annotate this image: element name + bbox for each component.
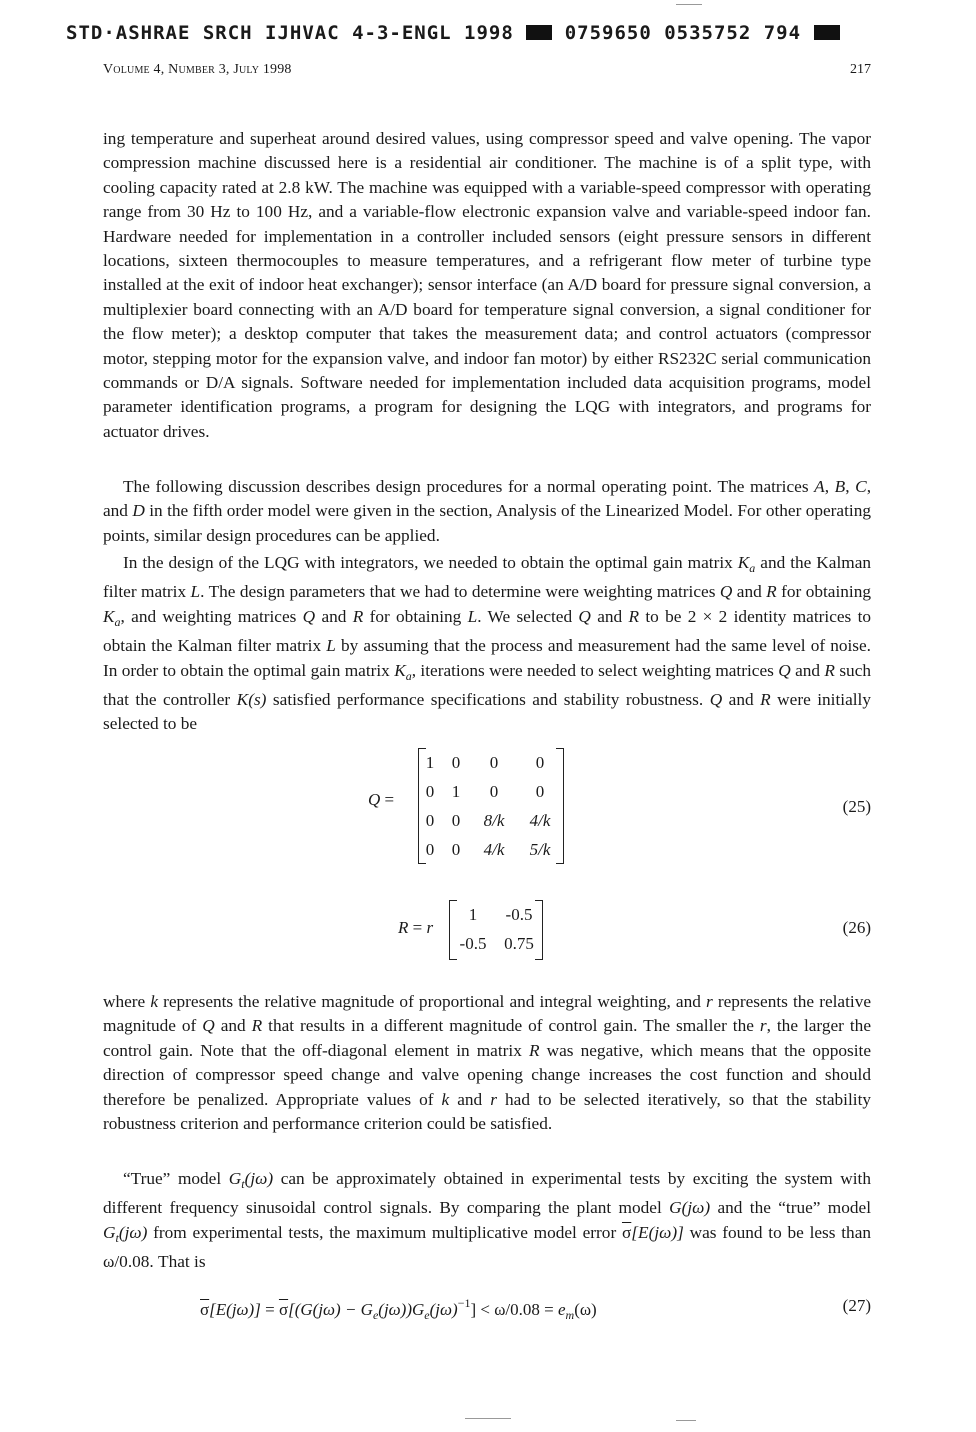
q-cell: 0	[489, 752, 499, 772]
r-cell: 0.75	[504, 933, 534, 953]
stamp-block-1	[526, 25, 552, 40]
scan-mark	[465, 1418, 511, 1419]
eq25-matrix	[418, 748, 564, 864]
stamp-block-2	[814, 25, 840, 40]
r-cell: -0.5	[505, 904, 533, 924]
paragraph-3-text: In the design of the LQG with integrators, we needed to obtain the optimal gain matrix $K_a$ and the Kalman filter matrix L. The design parameters that we had to determine were weighting matrices Q and R for obtaining $K_a$, and weighting matrices Q and R for obtaining L. We selected Q and R to be 2 × 2 identity matrices to obtain the Kalman filter matrix L by assuming that the process and measurement had the same level of noise. In order to obtain the optimal gain matrix $K_a$, iterations were needed to select weighting matrices Q and R such that the controller K(s) satisfied performance specifications and stability robustness. Q and R were initially selected to be	[103, 553, 872, 734]
eq26-matrix	[449, 900, 543, 960]
q-cell: 0	[535, 752, 545, 772]
q-cell: 0	[489, 781, 499, 801]
paragraph-4	[103, 990, 871, 1136]
q-cell: 8/k	[483, 810, 505, 830]
paragraph-1	[103, 127, 871, 444]
q-cell: 0	[451, 839, 461, 859]
q-cell: 0	[425, 839, 435, 859]
scan-mark	[676, 1420, 696, 1421]
q-cell: 1	[451, 781, 461, 801]
q-cell: 4/k	[529, 810, 551, 830]
eq27-number: (27)	[842, 1296, 871, 1315]
paragraph-4-text: where k represents the relative magnitude of proportional and integral weighting, and r represents the relative magnitude of Q and R that results in a different magnitude of control gain. The smaller the r, the larger the control gain. Note that the off-diagonal element in matrix R was negative, which means that the opposite direction of compressor speed change and valve opening change increases the cost function and should therefore be penalized. Appropriate values of k and r had to be selected iteratively, so that the stability robustness criterion and performance criterion could be satisfied.	[103, 992, 872, 1134]
header-stamp	[66, 22, 962, 44]
paragraph-2-text: The following discussion describes design procedures for a normal operating point. The matrices A, B, C, and D in the fifth order model were given in the section, Analysis of the Linearized Model. For other operating points, similar design procedures can be applied.	[103, 477, 872, 545]
running-head	[103, 62, 871, 78]
journal-volume: Volume 4, Number 3, July 1998	[103, 62, 292, 77]
eq27: $\overline{\sigma}[E(j\omega)] = \overline{\sigma}[(G(j\omega) - G_e(j\omega))G_e(j\omega)^{-1}] < \omega/0.08 = e_m(\omega)$	[200, 1296, 597, 1322]
q-cell: 0	[425, 781, 435, 801]
paragraph-2	[103, 471, 871, 548]
q-cell: 5/k	[529, 839, 551, 859]
eq26-number: (26)	[842, 918, 871, 937]
q-cell: 1	[425, 752, 435, 772]
page-number: 217	[850, 62, 871, 77]
r-cell: 1	[468, 904, 478, 924]
q-cell: 0	[451, 810, 461, 830]
paragraph-5-text: “True” model $G_t(j\omega)$ can be approximately obtained in experimental tests by exciting the system with different frequency sinusoidal control signals. By comparing the plant model G(jω) and the “true” model $G_t(j\omega)$ from experimental tests, the maximum multiplicative model error $\overline{\sigma}[E(j\omega)]$ was found to be less than ω/0.08. That is	[103, 1169, 872, 1272]
q-cell: 4/k	[483, 839, 505, 859]
q-cell: 0	[535, 781, 545, 801]
stamp-barcode: 0759650 0535752 794	[564, 22, 802, 44]
eq26-lhs: R = r	[398, 918, 434, 937]
scan-mark	[676, 4, 702, 5]
stamp-code: STD·ASHRAE SRCH IJHVAC 4-3-ENGL 1998	[66, 22, 514, 44]
eq25-lhs: Q =	[368, 790, 395, 809]
q-cell: 0	[425, 810, 435, 830]
eq25-number: (25)	[842, 797, 871, 816]
paragraph-1-text: ing temperature and superheat around desired values, using compressor speed and valve opening. The vapor compression machine discussed here is a residential air conditioner. The machine is of a split type, with cooling capacity rated at 2.8 kW. The machine was equipped with a variable-speed compressor with operating range from 30 Hz to 100 Hz, and a variable-flow electronic expansion valve and variable-speed indoor fan. Hardware needed for implementation in a controller included sensors (eight pressure sensors in different locations, sixteen thermocouples to measure temperatures, and a refrigerant flow meter of turbine type installed at the exit of indoor heat exchanger); sensor interface (an A/D board for pressure signal conversion, a multiplexier board connecting with an A/D board for temperature signal conversion, a signal conditioner for the flow meter); a desktop computer that takes the measurement data; and control actuators (compressor motor, stepping motor for the expansion valve, and indoor fan motor) by either RS232C serial communication commands or D/A signals. Software needed for implementation included data acquisition programs, model parameter identification programs, a program for designing the LQG with integrators, and programs for actuator drives.	[103, 129, 871, 441]
q-cell: 0	[451, 752, 461, 772]
r-cell: -0.5	[459, 933, 487, 953]
paragraph-3	[103, 547, 871, 737]
paragraph-5	[103, 1163, 871, 1275]
